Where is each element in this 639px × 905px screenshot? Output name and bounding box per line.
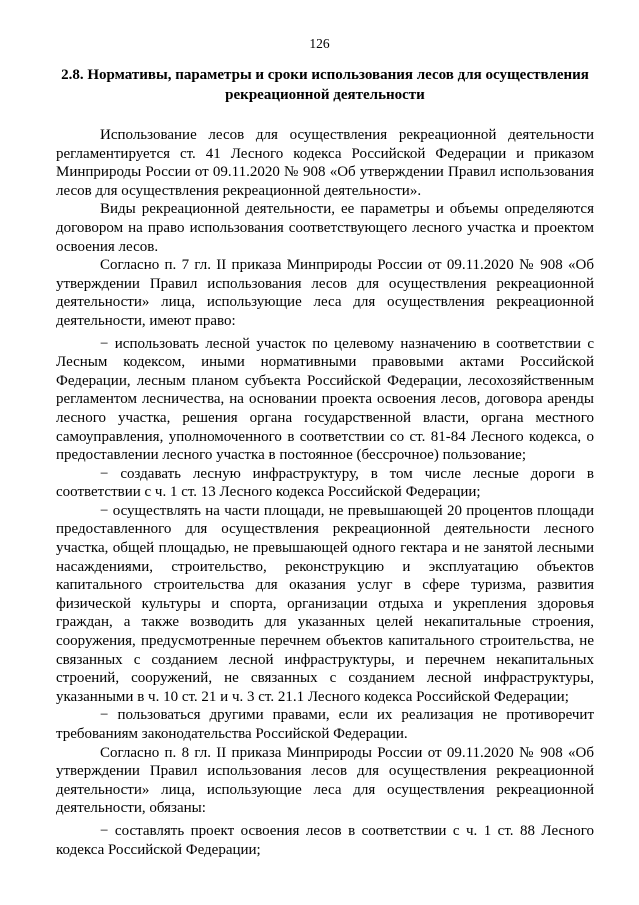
section-heading: 2.8. Нормативы, параметры и сроки использования лесов для осуществления рекреационной деятельности bbox=[61, 67, 589, 103]
list-item-right-construction: − осуществлять на части площади, не превышающей 20 процентов площади предоставленного для осуществления рекреационной деятельности лесного участка, общей площадью, не превышающей одного гектара и не занятой лесными насаждениями, строительство, реконструкцию и эксплуатацию объектов капитального строительства для оказания услуг в сфере туризма, развития физической культуры и спорта, организации отдыха и укрепления здоровья граждан, а также возводить для указанных целей некапитальные строения, сооружения, предусмотренные перечнем объектов капитального строительства, не связанных с созданием лесной инфраструктуры, и перечнем некапитальных строений, сооружений, не связанных с созданием лесной инфраструктуры, указанными в ч. 10 ст. 21 и ч. 3 ст. 21.1 Лесного кодекса Российской Федерации; bbox=[56, 502, 594, 705]
paragraph-usage-regulation: Использование лесов для осуществления рекреационной деятельности регламентируется ст. 41 Лесного кодекса Российской Федерации и приказом Минприроды России от 09.11.2020 № 908 «Об утверждении Правил использования лесов для осуществления рекреационной деятельности». bbox=[56, 127, 594, 199]
list-item-right-use-plot: − использовать лесной участок по целевому назначению в соответствии с Лесным кодексом, иными нормативными правовыми актами Российской Федерации, лесным планом субъекта Российской Федерации, лесохозяйственным регламентом лесничества, на основании проекта освоения лесов, договора аренды лесного участка, решения органа государственной власти, органа местного самоуправления, уполномоченного в соответствии со ст. 81-84 Лесного кодекса, о предоставлении лесного участка в постоянное (бессрочное) пользование; bbox=[56, 335, 594, 464]
list-item-right-infrastructure: − создавать лесную инфраструктуру, в том числе лесные дороги в соответствии с ч. 1 ст. 13 Лесного кодекса Российской Федерации; bbox=[56, 465, 594, 501]
page-number: 126 bbox=[309, 36, 330, 51]
paragraph-rights-intro: Согласно п. 7 гл. II приказа Минприроды России от 09.11.2020 № 908 «Об утверждении Правил использования лесов для осуществления рекреационной деятельности» лица, использующие леса для осуществления рекреационной деятельности, имеют право: bbox=[56, 257, 594, 329]
paragraph-obligations-intro: Согласно п. 8 гл. II приказа Минприроды России от 09.11.2020 № 908 «Об утверждении Правил использования лесов для осуществления рекреационной деятельности» лица, использующие леса для осуществления рекреационной деятельности, обязаны: bbox=[56, 744, 594, 817]
paragraph-activity-types: Виды рекреационной деятельности, ее параметры и объемы определяются договором на право использования соответствующего лесного участка и проектом освоения лесов. bbox=[56, 201, 594, 255]
body-text bbox=[56, 126, 594, 859]
list-item-obligation-project: − составлять проект освоения лесов в соответствии с ч. 1 ст. 88 Лесного кодекса Российской Федерации; bbox=[56, 822, 594, 858]
list-item-right-other: − пользоваться другими правами, если их реализация не противоречит требованиям законодательства Российской Федерации. bbox=[56, 707, 594, 742]
